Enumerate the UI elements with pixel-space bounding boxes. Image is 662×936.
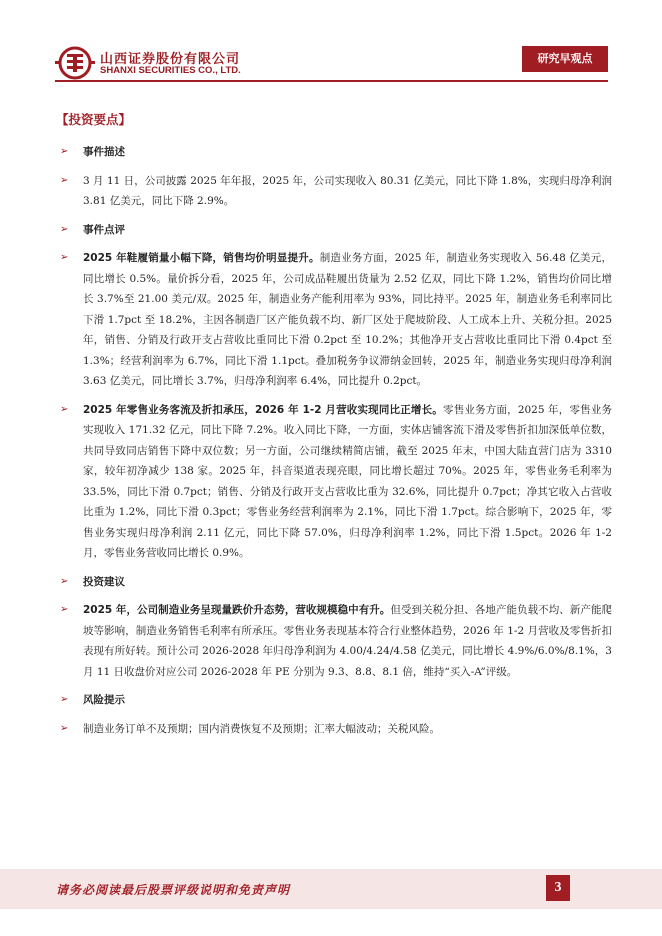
risk-heading: 风险提示: [83, 694, 125, 706]
arrow-bullet-icon: ➢: [60, 575, 69, 587]
risk-heading-item: [56, 690, 612, 711]
disclaimer-link[interactable]: 请务必阅读最后股票评级说明和免责声明: [56, 883, 291, 897]
company-name-cn: 山西证券股份有限公司: [100, 52, 241, 67]
manufacturing-paragraph: [56, 248, 612, 392]
retail-lead: 2025 年零售业务客流及折扣承压，2026 年 1-2 月营收实现同比正增长。: [83, 403, 443, 416]
manufacturing-body: 制造业务方面，2025 年，制造业务实现收入 56.48 亿美元，同比增长 0.5%。量价拆分看，2025 年，公司成品鞋履出货量为 2.52 亿双，同比下降 1.2%，销售均价同比增长 3.7%至 21.00 美元/双。2025 年，制造业务产能利用率为 93%，同比持平。2025 年，制造业务毛利率同比下滑 1.7pct 至 18.2%，主因各制造厂区产能负载不均、新厂区处于爬坡阶段、人工成本上升、关税分担。2025 年，销售、分销及行政开支占营收比重同比下滑 0.2pct 至 10.2%；其他净开支占营收比重同比下滑 0.4pct 至 1.3%；经营利润率为 6.7%，同比下滑 1.1pct。叠加税务争议滞纳金回转，2025 年，制造业务实现归母净利润 3.63 亿美元，同比增长 3.7%，归母净利润率 6.4%，同比提升 0.2pct。: [83, 252, 612, 387]
arrow-bullet-icon: ➢: [60, 604, 69, 615]
company-name-en: SHANXI SECURITIES CO., LTD.: [100, 65, 241, 76]
arrow-bullet-icon: ➢: [60, 223, 69, 235]
investment-body: 但受到关税分担、各地产能负载不均、新产能爬坡等影响，制造业务销售毛利率有所承压。零售业务表现基本符合行业整体趋势，2026 年 1-2 月营收及零售折扣表现有所好转。预计公司 2026-2028 年归母净利润为 4.00/4.24/4.58 亿美元，同比增长 4.9%/6.0%/8.1%，3 月 11 日收盘价对应公司 2026-2028 年 PE 分别为 9.3、8.8、8.1 倍，维持“买入-A”评级。: [83, 604, 613, 678]
shanxi-securities-logo-icon: [55, 45, 95, 81]
event-desc-heading-item: [56, 142, 612, 163]
investment-heading-item: [56, 572, 612, 593]
arrow-bullet-icon: ➢: [60, 403, 69, 415]
arrow-bullet-icon: ➢: [60, 252, 69, 263]
event-review-heading: 事件点评: [83, 223, 125, 236]
event-desc-body: 3 月 11 日，公司披露 2025 年年报，2025 年，公司实现收入 80.31 亿美元，同比下降 1.8%，实现归母净利润 3.81 亿美元，同比下降 2.9%。: [83, 174, 612, 207]
arrow-bullet-icon: ➢: [60, 722, 69, 734]
event-desc-item: [56, 171, 612, 212]
report-type-tab: 研究早观点: [522, 46, 608, 72]
main-content: [56, 110, 612, 739]
investment-paragraph: [56, 600, 612, 682]
arrow-bullet-icon: ➢: [60, 174, 69, 186]
section-title: 【投资要点】: [56, 112, 132, 127]
retail-body: 零售业务方面，2025 年，零售业务实现收入 171.32 亿元，同比下降 7.2%。收入同比下降，一方面，实体店铺客流下滑及零售折扣加深低单位数，共同导致同店销售下降中双位数；另一方面，公司继续精简店铺，截至 2025 年末，中国大陆直营门店为 3310 家，较年初净减少 138 家。2025 年，抖音渠道表现亮眼，同比增长超过 70%。2025 年，零售业务毛利率为 33.5%，同比下滑 0.7pct；销售、分销及行政开支占营收比重为 32.6%，同比提升 0.7pct；净其它收入占营收比重为 1.2%，同比下滑 0.3pct；零售业务经营利润率为 2.1%，同比下滑 1.7pct。综合影响下，2025 年，零售业务实现归母净利润 2.11 亿元，同比下降 57.0%，归母净利润率 1.2%，同比下滑 1.5pct。2026 年 1-2 月，零售业务营收同比增长 0.9%。: [83, 403, 613, 559]
page-number: 3: [546, 875, 570, 901]
investment-heading: 投资建议: [83, 575, 125, 588]
investment-lead: 2025 年，公司制造业务呈现量跌价升态势，营收规模稳中有升。: [83, 604, 391, 616]
event-review-heading-item: [56, 220, 612, 241]
manufacturing-lead: 2025 年鞋履销量小幅下降，销售均价明显提升。: [83, 252, 320, 264]
event-desc-heading: 事件描述: [83, 146, 125, 158]
retail-paragraph: [56, 400, 612, 564]
arrow-bullet-icon: ➢: [60, 694, 69, 705]
page-footer: [0, 869, 662, 909]
page-header: [0, 0, 662, 80]
risk-item: [56, 719, 612, 740]
risk-body: 制造业务订单不及预期；国内消费恢复不及预期；汇率大幅波动；关税风险。: [83, 722, 440, 735]
arrow-bullet-icon: ➢: [60, 146, 69, 157]
header-divider: [55, 80, 608, 82]
